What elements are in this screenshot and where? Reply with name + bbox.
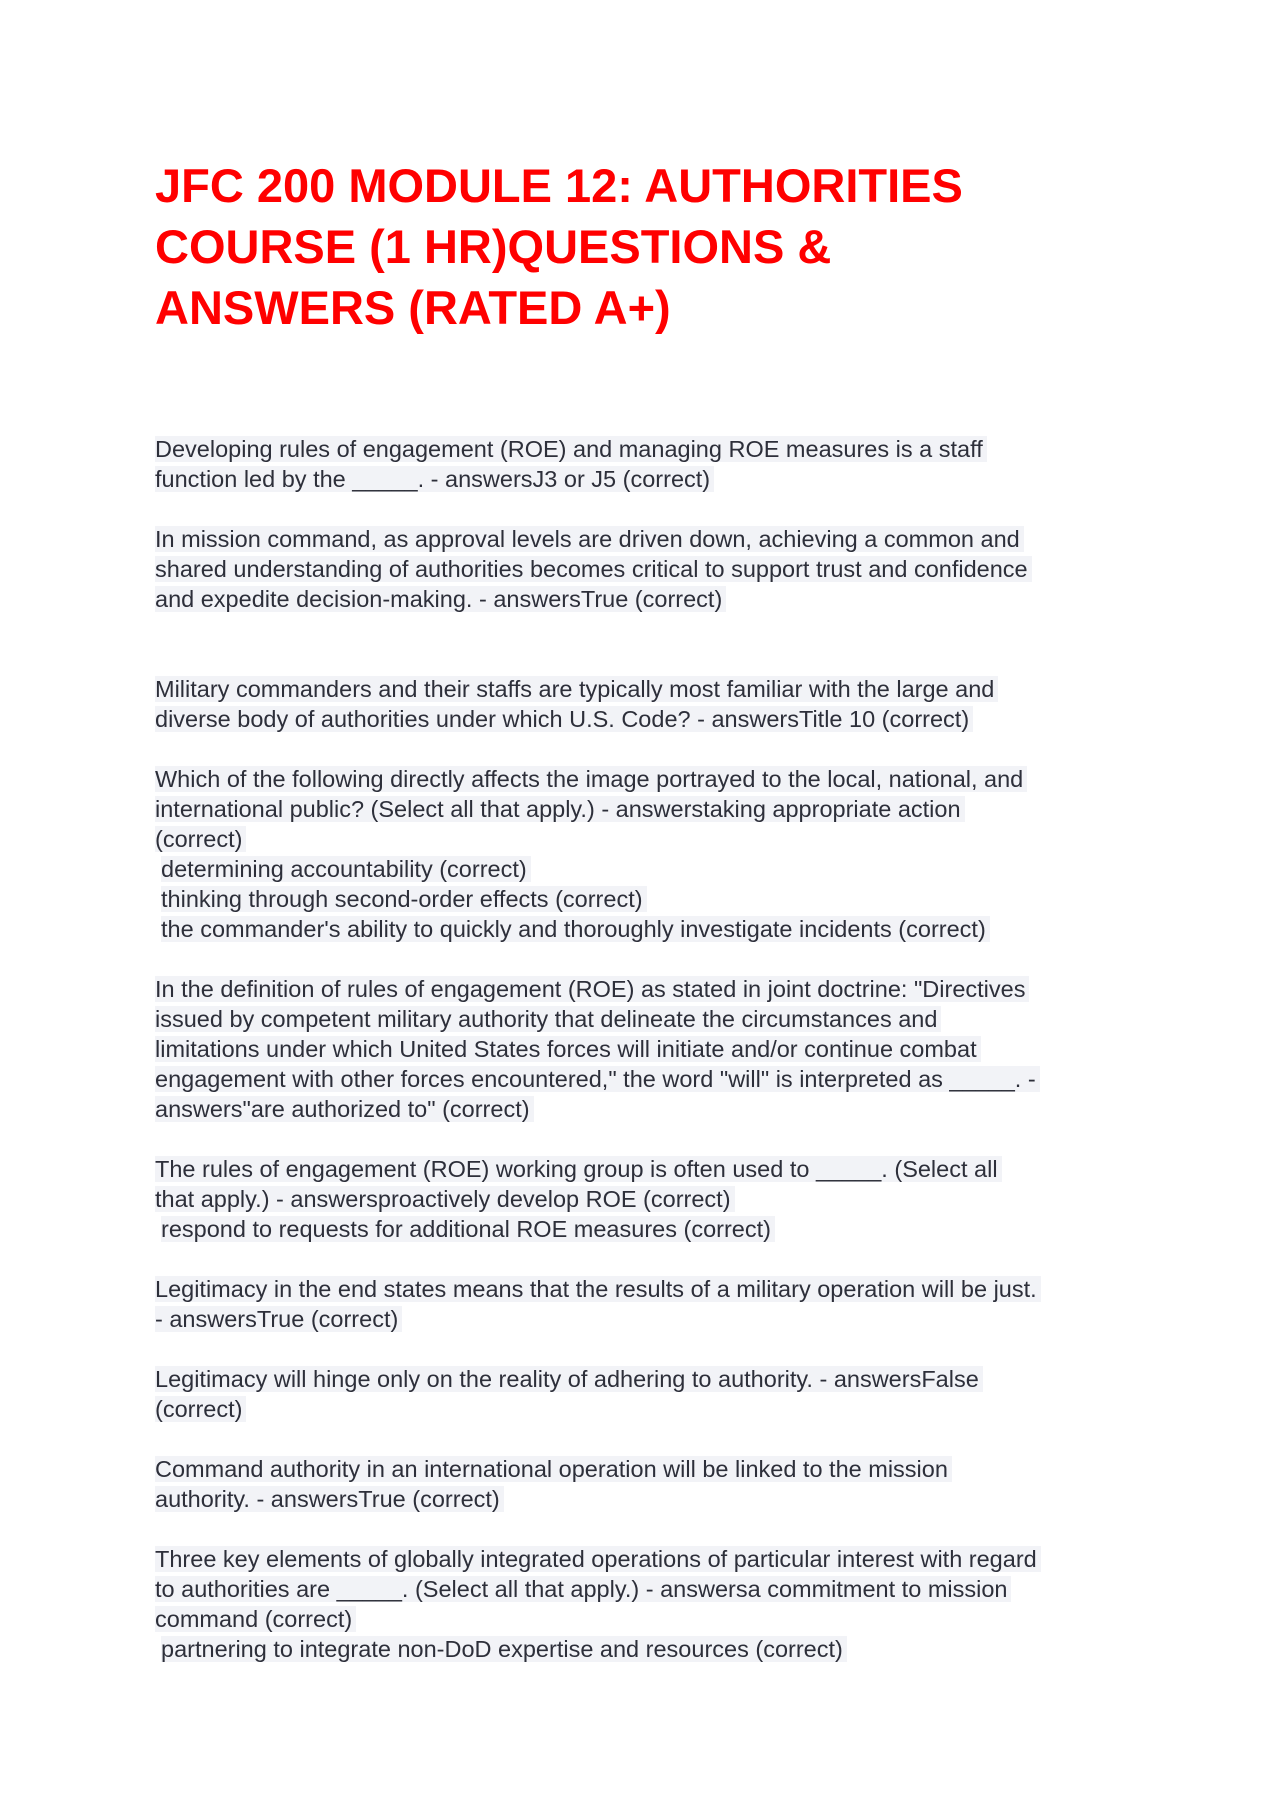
qa-6-answer-2: respond to requests for additional ROE measures (correct)	[161, 1216, 775, 1242]
qa-6-line-2: that apply.) - answersproactively develop ROE (correct)	[155, 1186, 735, 1212]
qa-2-line-1: In mission command, as approval levels are driven down, achieving a common and	[155, 526, 1024, 552]
qa-2-line-3: and expedite decision-making. - answersTrue (correct)	[155, 586, 726, 612]
title-line-2: COURSE (1 HR)QUESTIONS &	[155, 220, 832, 273]
qa-item-10	[155, 1544, 1135, 1664]
title-line-3: ANSWERS (RATED A+)	[155, 281, 671, 334]
qa-8-line-2: (correct)	[155, 1396, 246, 1422]
qa-9-line-1: Command authority in an international operation will be linked to the mission	[155, 1456, 952, 1482]
qa-item-4	[155, 764, 1135, 944]
qa-5-line-4: engagement with other forces encountered," the word "will" is interpreted as _____. -	[155, 1066, 1040, 1092]
qa-4-answer-2: determining accountability (correct)	[161, 856, 531, 882]
qa-3-line-2: diverse body of authorities under which U.S. Code? - answersTitle 10 (correct)	[155, 706, 973, 732]
qa-5-line-2: issued by competent military authority that delineate the circumstances and	[155, 1006, 941, 1032]
qa-item-7	[155, 1274, 1135, 1334]
qa-4-line-1: Which of the following directly affects the image portrayed to the local, national, and	[155, 766, 1027, 792]
qa-8-line-1: Legitimacy will hinge only on the reality of adhering to authority. - answersFalse	[155, 1366, 983, 1392]
qa-10-line-3: command (correct)	[155, 1606, 356, 1632]
qa-2-line-2: shared understanding of authorities becomes critical to support trust and confidence	[155, 556, 1032, 582]
qa-item-3	[155, 674, 1135, 734]
qa-4-answer-3: thinking through second-order effects (correct)	[161, 886, 647, 912]
title-line-1: JFC 200 MODULE 12: AUTHORITIES	[155, 159, 963, 212]
qa-6-line-1: The rules of engagement (ROE) working group is often used to _____. (Select all	[155, 1156, 1002, 1182]
qa-5-line-3: limitations under which United States forces will initiate and/or continue combat	[155, 1036, 981, 1062]
qa-5-line-1: In the definition of rules of engagement (ROE) as stated in joint doctrine: "Directives	[155, 976, 1029, 1002]
qa-7-line-2: - answersTrue (correct)	[155, 1306, 402, 1332]
qa-item-8	[155, 1364, 1135, 1424]
qa-item-2	[155, 524, 1135, 614]
qa-list	[155, 434, 1135, 1664]
qa-item-6	[155, 1154, 1135, 1244]
qa-1-line-2: function led by the _____. - answersJ3 or J5 (correct)	[155, 466, 714, 492]
qa-5-line-5: answers"are authorized to" (correct)	[155, 1096, 534, 1122]
qa-10-line-1: Three key elements of globally integrated operations of particular interest with regard	[155, 1546, 1041, 1572]
qa-4-line-3: (correct)	[155, 826, 246, 852]
qa-item-1	[155, 434, 1135, 494]
qa-item-5	[155, 974, 1135, 1124]
qa-4-answer-4: the commander's ability to quickly and thoroughly investigate incidents (correct)	[161, 916, 990, 942]
document-page	[155, 155, 1135, 1694]
qa-10-line-2: to authorities are _____. (Select all that apply.) - answersa commitment to mission	[155, 1576, 1011, 1602]
document-title	[155, 155, 1135, 338]
qa-3-line-1: Military commanders and their staffs are typically most familiar with the large and	[155, 676, 998, 702]
qa-1-line-1: Developing rules of engagement (ROE) and managing ROE measures is a staff	[155, 436, 987, 462]
qa-9-line-2: authority. - answersTrue (correct)	[155, 1486, 504, 1512]
qa-item-9	[155, 1454, 1135, 1514]
qa-7-line-1: Legitimacy in the end states means that the results of a military operation will be just.	[155, 1276, 1041, 1302]
qa-10-answer-2: partnering to integrate non-DoD expertise and resources (correct)	[161, 1636, 847, 1662]
qa-4-line-2: international public? (Select all that apply.) - answerstaking appropriate action	[155, 796, 965, 822]
